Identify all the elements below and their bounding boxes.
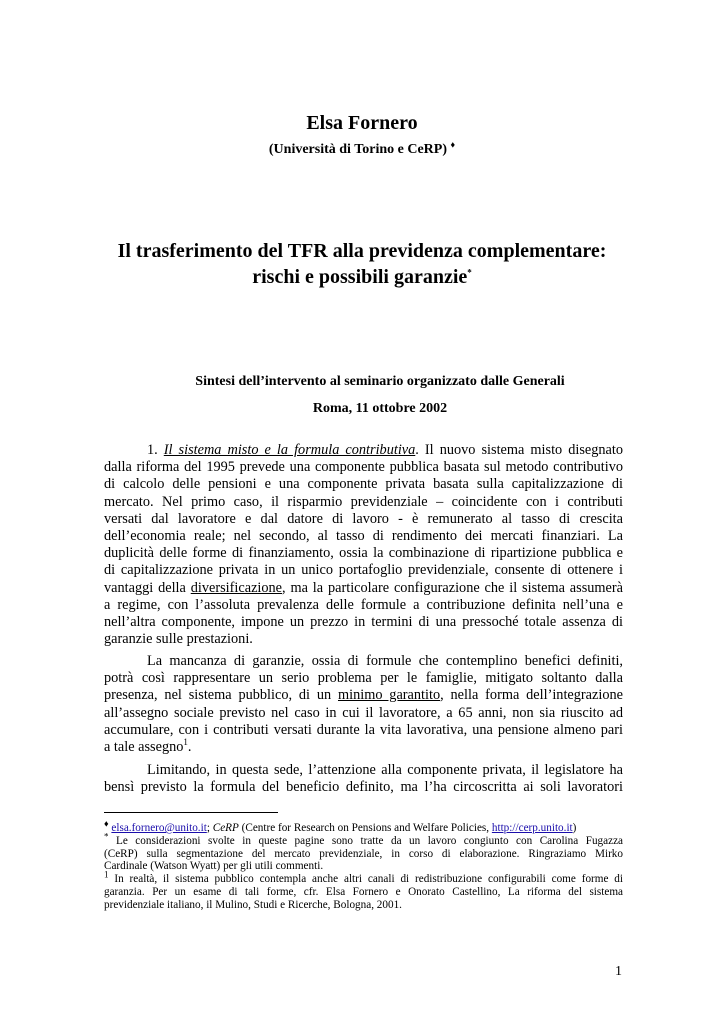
subtitle-line-2: Roma, 11 ottobre 2002 [312,401,448,416]
paragraph-line: versati dal lavoratore e dal datore di lavoro - è remunerato al tasso di crescita [104,510,623,527]
paragraph-line: di calcolo delle pensioni e una componente privata basata sulla capitalizzazione di [104,476,623,493]
section-heading: Il sistema misto e la formula contributiva [163,442,416,458]
text-run: vantaggi della [104,579,191,596]
footnote-reference[interactable]: 1 [183,737,188,748]
text-run: . Il nuovo sistema misto disegnato [415,442,624,458]
author-name: Elsa Fornero [306,112,418,134]
footnote-mark: ♦ [104,818,109,829]
paragraph-line: a regime, con l’assoluta prevalenza delle formule a contribuzione definita nell’una e [104,596,623,613]
affiliation-text: (Università di Torino e CeRP) [268,142,447,157]
text-run: presenza, nel sistema pubblico, di un [104,687,338,704]
underlined-term: minimo garantito [337,687,441,704]
footnote-2 [104,831,623,848]
paragraph-line: nell’altra componente, impone un prezzo in termini di una pressoché totale assenza di [104,613,623,630]
paper-title [0,238,724,290]
author-affiliation [0,139,724,158]
title-line-1: Il trasferimento del TFR alla previdenza complementare: [117,240,607,262]
footnote-line: previdenziale italiano, il Mulino, Studi e Ricerche, Bologna, 2001. [104,898,402,911]
underlined-term: diversificazione [190,579,283,596]
text-run: ; [206,822,213,834]
email-link[interactable]: elsa.fornero@unito.it [111,822,207,834]
paragraph-line: bensì previsto la formula del beneficio definito, ma l’ha circoscritta ai soli lavoratori [104,779,623,796]
footnote-1 [104,818,623,835]
paragraph-line: garanzie sulle prestazioni. [104,631,253,648]
footnote-line: (CeRP) sulla segmentazione del mercato previdenziale, in corso di elaborazione. Ringraziamo Mirko [104,847,623,860]
footnote-separator [104,812,278,813]
text-run: , nella forma dell’integrazione [440,687,623,704]
title-line-2 [0,264,724,290]
paragraph-line: di capitalizzazione privata in un unico portafoglio previdenziale, consente di ottenere i [104,562,623,579]
paragraph-line: all’assegno sociale previsto nel caso in cui il lavoratore, a 65 anni, non sia riuscito ad [104,704,623,721]
text-run: (Centre for Research on Pensions and Welfare Policies, [238,822,492,834]
paragraph-line: mercato. Nel primo caso, il risparmio previdenziale – coincidente con i contributi [104,493,623,510]
paragraph-line: Limitando, in questa sede, l’attenzione alla componente privata, il legislatore ha [147,762,623,778]
paragraph-3 [104,762,623,796]
text-run: , ma la particolare configurazione che il sistema assumerà [282,579,623,596]
cerp-label: CeRP [212,822,239,834]
text-run: . [187,738,192,755]
footnote-3 [104,869,623,886]
footnotes [104,818,623,912]
paragraph-line: La mancanza di garanzie, ossia di formule che contemplino benefici definiti, [147,653,623,669]
paragraph-2 [104,653,623,756]
page-number: 1 [615,964,622,979]
url-link[interactable]: http://cerp.unito.it [491,822,573,834]
title-line-2-text: rischi e possibili garanzie [252,266,468,288]
paragraph-line [104,739,623,756]
footnote-mark: * [104,831,109,842]
text-run: a tale assegno [104,738,184,755]
text-run: In realtà, il sistema pubblico contempla anche altri canali di redistribuzione configurabili come forme di [108,873,623,886]
paragraph-line: duplicità delle forme di finanziamento, ossia la combinazione di ripartizione pubblica e [104,545,623,562]
paragraph-line: dalla riforma del 1995 prevede una componente pubblica basata sul metodo contributivo [104,459,623,476]
footnote-mark: 1 [104,869,109,880]
text-run: Le considerazioni svolte in queste pagine sono tratte da un lavoro congiunto con Carolina Fugazza [108,834,623,847]
footnote-line: garanzia. Per un esame di tali forme, cfr. Elsa Fornero e Onorato Castellino, La riforma del sistema [104,885,623,898]
paragraph-line: accumulare, con i contributi versati durante la vita lavorativa, una pensione almeno pari [104,721,623,738]
paragraph-line: potrà così rappresentare un serio problema per le famiglie, mitigato soltanto dalla [104,670,623,687]
paragraph-line: dell’economia reale; nel secondo, al tasso di rendimento dei mercati finanziari. La [104,527,623,544]
paragraph-1 [104,442,623,648]
title-footnote-mark: * [467,267,472,278]
paragraph-line [104,442,623,459]
section-number: 1. [147,442,164,458]
affiliation-footnote-mark: ♦ [450,139,456,150]
paragraph-line [104,687,623,704]
footnote-line: Cardinale (Watson Wyatt) per gli utili commenti. [104,860,324,873]
text-run: ) [572,822,577,834]
subtitle-line-1: Sintesi dell’intervento al seminario organizzato dalle Generali [195,374,565,389]
paragraph-line [104,580,623,597]
